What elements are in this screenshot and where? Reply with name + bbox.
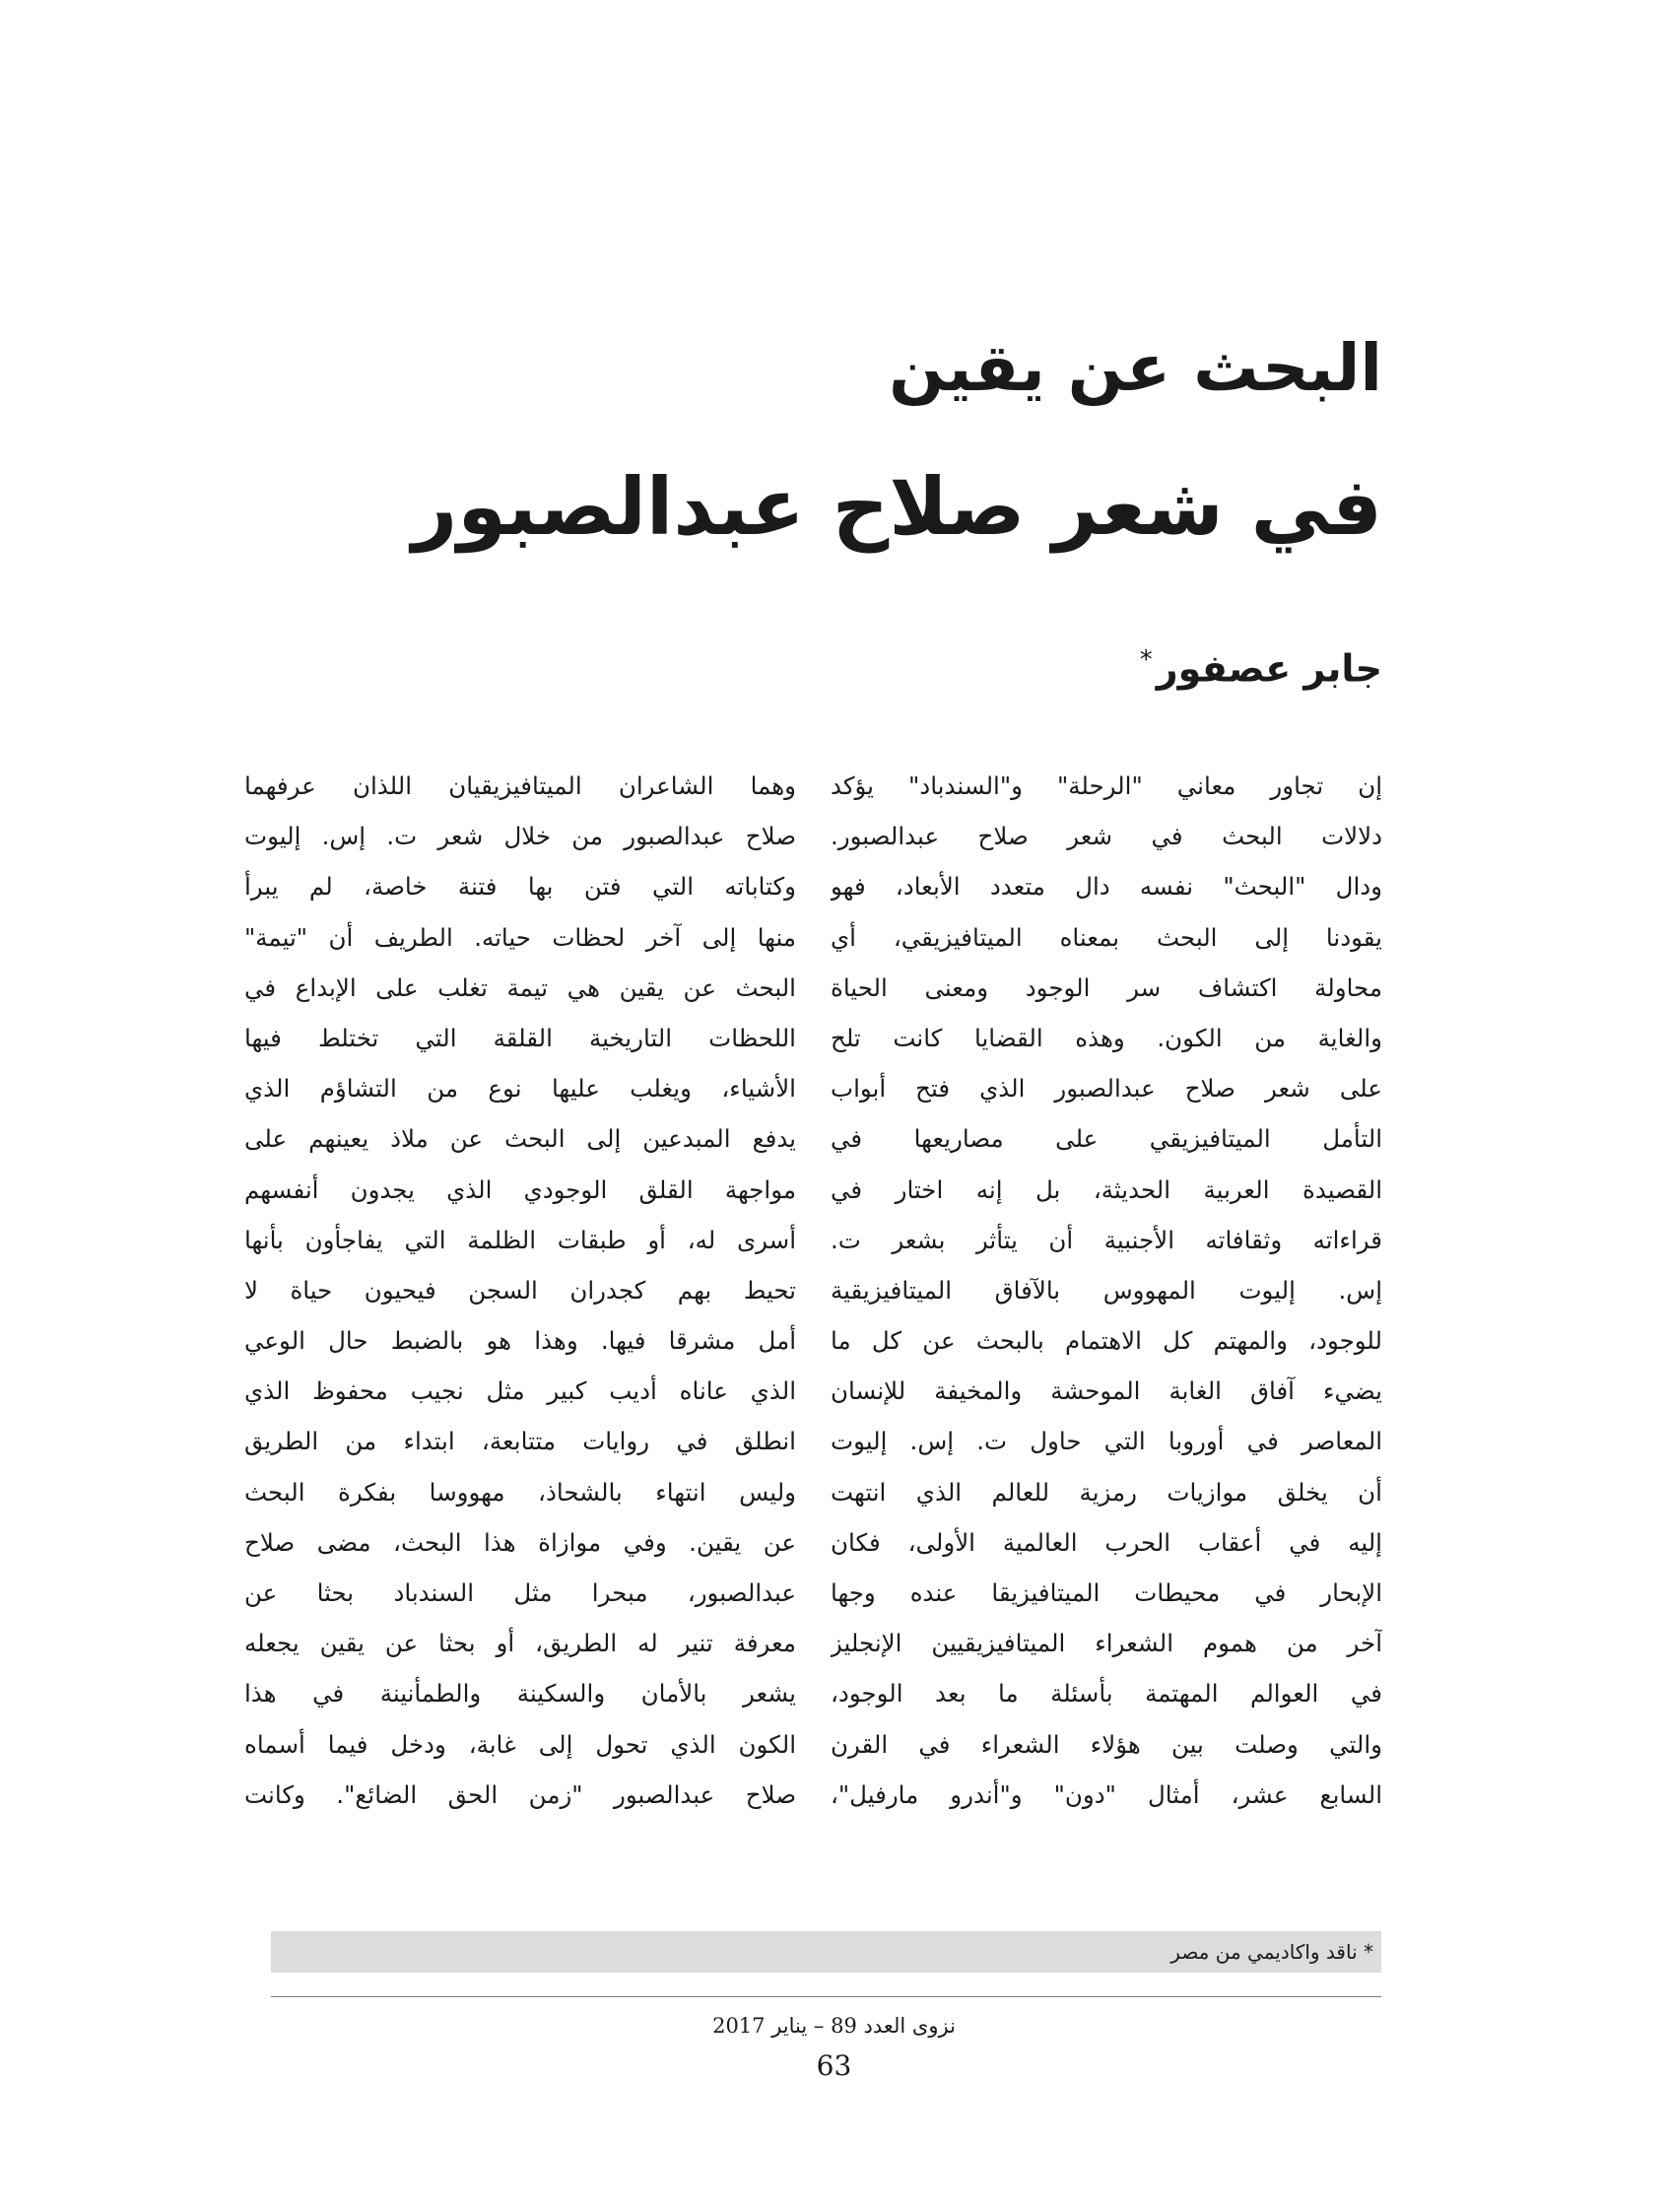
author-footnote-mark: *: [1139, 645, 1153, 675]
text-line: للوجود، والمهتم كل الاهتمام بالبحث عن كل ما: [831, 1326, 1382, 1356]
text-line: في العوالم المهتمة بأسئلة ما بعد الوجود،: [831, 1679, 1382, 1709]
text-line: منها إلى آخر لحظات حياته. الطريف أن "تيمة": [244, 922, 796, 952]
text-line: صلاح عبدالصبور "زمن الحق الضائع". وكانت: [244, 1779, 796, 1809]
author-name: جابر عصفور: [1156, 646, 1382, 691]
text-line: إليه في أعقاب الحرب العالمية الأولى، فكان: [831, 1527, 1382, 1557]
text-line: يشعر بالأمان والسكينة والطمأنينة في هذا: [244, 1679, 796, 1709]
article-title-line-1: البحث عن يقين: [889, 330, 1382, 406]
text-line: أن يخلق موازيات رمزية للعالم الذي انتهت: [831, 1477, 1382, 1507]
text-line: يضيء آفاق الغابة الموحشة والمخيفة للإنسان: [831, 1376, 1382, 1406]
text-line: وهما الشاعران الميتافيزيقيان اللذان عرفهما: [244, 771, 796, 800]
text-line: والتي وصلت بين هؤلاء الشعراء في القرن: [831, 1729, 1382, 1759]
page-number: 63: [816, 2049, 852, 2082]
body-column-right: [831, 761, 1382, 1820]
text-line: آخر من هموم الشعراء الميتافيزيقيين الإنجليز: [831, 1629, 1382, 1658]
text-line: أسرى له، أو طبقات الظلمة التي يفاجأون بأنها: [244, 1225, 796, 1254]
text-line: على شعر صلاح عبدالصبور الذي فتح أبواب: [831, 1074, 1382, 1104]
text-line: محاولة اكتشاف سر الوجود ومعنى الحياة: [831, 972, 1382, 1002]
text-line: يدفع المبدعين إلى البحث عن ملاذ يعينهم على: [244, 1124, 796, 1154]
author-byline: [791, 645, 1382, 691]
text-line: التأمل الميتافيزيقي على مصاريعها في: [831, 1124, 1382, 1154]
text-line: صلاح عبدالصبور من خلال شعر ت. إس. إليوت: [244, 822, 796, 851]
text-line: ودال "البحث" نفسه دال متعدد الأبعاد، فهو: [831, 872, 1382, 902]
text-line: معرفة تنير له الطريق، أو بحثا عن يقين يجعله: [244, 1629, 796, 1658]
text-line: تحيط بهم كجدران السجن فيحيون حياة لا: [244, 1275, 796, 1305]
text-line: إن تجاور معاني "الرحلة" و"السندباد" يؤكد: [831, 771, 1382, 800]
article-title-line-2: في شعر صلاح عبدالصبور: [412, 461, 1382, 553]
text-line: عن يقين. وفي موازاة هذا البحث، مضى صلاح: [244, 1527, 796, 1557]
text-line: الذي عاناه أديب كبير مثل نجيب محفوظ الذي: [244, 1376, 796, 1406]
text-line: أمل مشرقا فيها. وهذا هو بالضبط حال الوعي: [244, 1326, 796, 1356]
text-line: وليس انتهاء بالشحاذ، مهووسا بفكرة البحث: [244, 1477, 796, 1507]
text-line: المعاصر في أوروبا التي حاول ت. إس. إليوت: [831, 1427, 1382, 1456]
text-line: الكون الذي تحول إلى غابة، ودخل فيما أسماه: [244, 1729, 796, 1759]
text-line: إس. إليوت المهووس بالآفاق الميتافيزيقية: [831, 1275, 1382, 1305]
text-line: يقودنا إلى البحث بمعناه الميتافيزيقي، أي: [831, 922, 1382, 952]
text-line: مواجهة القلق الوجودي الذي يجدون أنفسهم: [244, 1174, 796, 1204]
text-line: والغاية من الكون. وهذه القضايا كانت تلح: [831, 1023, 1382, 1052]
text-line: قراءاته وثقافاته الأجنبية أن يتأثر بشعر ت.: [831, 1225, 1382, 1254]
text-line: انطلق في روايات متتابعة، ابتداء من الطريق: [244, 1427, 796, 1456]
text-line: السابع عشر، أمثال "دون" و"أندرو مارفيل"،: [831, 1779, 1382, 1809]
body-column-left: [244, 761, 796, 1820]
text-line: وكتاباته التي فتن بها فتنة خاصة، لم يبرأ: [244, 872, 796, 902]
text-line: اللحظات التاريخية القلقة التي تختلط فيها: [244, 1023, 796, 1052]
author-footnote: * ناقد واكاديمي من مصر: [271, 1931, 1381, 1973]
text-line: عبدالصبور، مبحرا مثل السندباد بحثا عن: [244, 1578, 796, 1607]
text-line: الإبحار في محيطات الميتافيزيقا عنده وجها: [831, 1578, 1382, 1607]
text-line: البحث عن يقين هي تيمة تغلب على الإبداع في: [244, 972, 796, 1002]
footer-divider: [271, 1996, 1381, 1997]
text-line: القصيدة العربية الحديثة، بل إنه اختار في: [831, 1174, 1382, 1204]
text-line: الأشياء، ويغلب عليها نوع من التشاؤم الذي: [244, 1074, 796, 1104]
issue-info: نزوى العدد 89 – يناير 2017: [712, 2014, 956, 2038]
text-line: دلالات البحث في شعر صلاح عبدالصبور.: [831, 822, 1382, 851]
